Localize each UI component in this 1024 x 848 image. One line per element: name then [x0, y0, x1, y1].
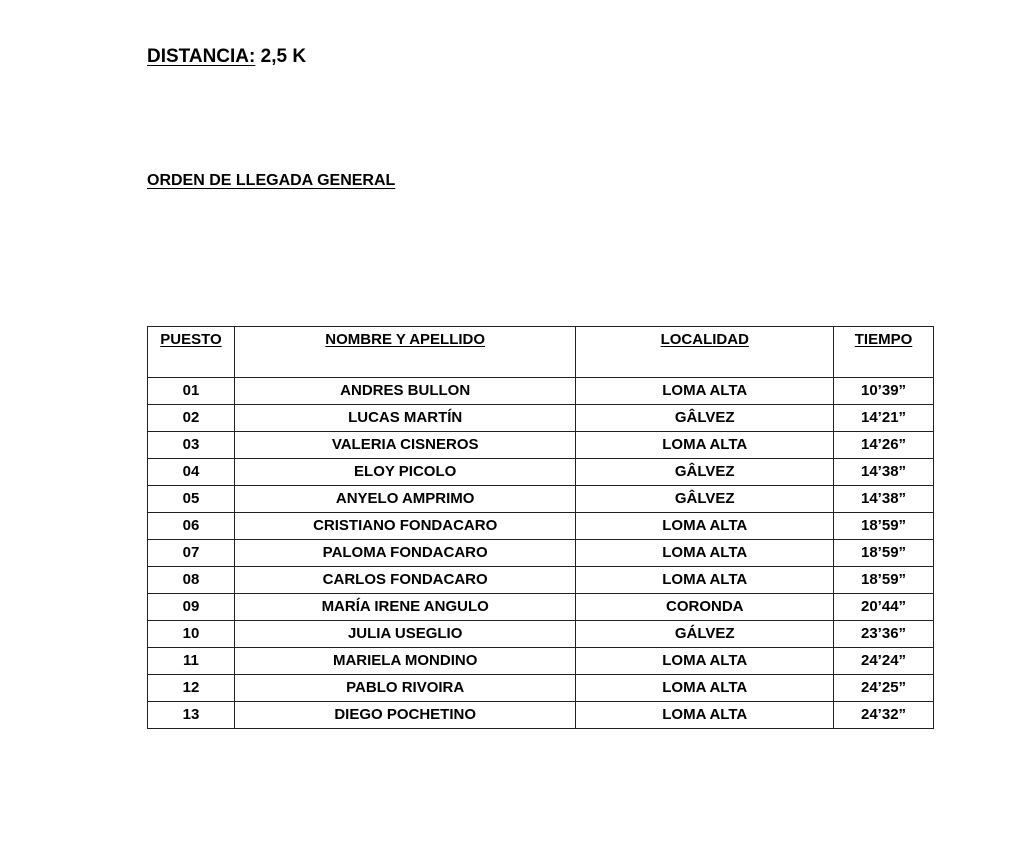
- distance-heading: [147, 46, 306, 68]
- cell-nombre: CRISTIANO FONDACARO: [234, 513, 575, 540]
- cell-puesto: 02: [148, 405, 235, 432]
- cell-puesto: 06: [148, 513, 235, 540]
- cell-tiempo: 24’32”: [834, 702, 934, 729]
- distance-value: 2,5 K: [260, 46, 307, 67]
- cell-localidad: LOMA ALTA: [576, 513, 834, 540]
- cell-tiempo: 14’21”: [834, 405, 934, 432]
- cell-nombre: ELOY PICOLO: [234, 459, 575, 486]
- table-row: [148, 648, 934, 675]
- cell-localidad: GÂLVEZ: [576, 486, 834, 513]
- cell-puesto: 08: [148, 567, 235, 594]
- table-row: [148, 594, 934, 621]
- cell-localidad: GÂLVEZ: [576, 459, 834, 486]
- cell-nombre: MARÍA IRENE ANGULO: [234, 594, 575, 621]
- cell-tiempo: 24’24”: [834, 648, 934, 675]
- cell-puesto: 09: [148, 594, 235, 621]
- cell-localidad: LOMA ALTA: [576, 378, 834, 405]
- cell-localidad: LOMA ALTA: [576, 540, 834, 567]
- cell-puesto: 11: [148, 648, 235, 675]
- cell-nombre: ANYELO AMPRIMO: [234, 486, 575, 513]
- cell-puesto: 12: [148, 675, 235, 702]
- cell-puesto: 04: [148, 459, 235, 486]
- cell-tiempo: 18’59”: [834, 513, 934, 540]
- cell-localidad: LOMA ALTA: [576, 648, 834, 675]
- cell-nombre: DIEGO POCHETINO: [234, 702, 575, 729]
- cell-tiempo: 14’38”: [834, 486, 934, 513]
- cell-nombre: JULIA USEGLIO: [234, 621, 575, 648]
- cell-tiempo: 18’59”: [834, 567, 934, 594]
- cell-nombre: PALOMA FONDACARO: [234, 540, 575, 567]
- cell-nombre: ANDRES BULLON: [234, 378, 575, 405]
- table-row: [148, 513, 934, 540]
- table-row: [148, 459, 934, 486]
- cell-localidad: LOMA ALTA: [576, 567, 834, 594]
- cell-nombre: LUCAS MARTÍN: [234, 405, 575, 432]
- cell-localidad: GÁLVEZ: [576, 621, 834, 648]
- cell-puesto: 13: [148, 702, 235, 729]
- table-row: [148, 621, 934, 648]
- cell-localidad: LOMA ALTA: [576, 432, 834, 459]
- cell-localidad: CORONDA: [576, 594, 834, 621]
- table-row: [148, 432, 934, 459]
- cell-nombre: VALERIA CISNEROS: [234, 432, 575, 459]
- header-localidad: LOCALIDAD: [660, 331, 749, 348]
- table-row: [148, 486, 934, 513]
- header-puesto: PUESTO: [160, 331, 222, 348]
- table-row: [148, 378, 934, 405]
- table-row: [148, 702, 934, 729]
- cell-tiempo: 14’38”: [834, 459, 934, 486]
- cell-puesto: 05: [148, 486, 235, 513]
- header-cell-localidad: [576, 327, 834, 378]
- header-nombre: NOMBRE Y APELLIDO: [325, 331, 486, 348]
- header-row: [148, 327, 934, 378]
- cell-localidad: LOMA ALTA: [576, 675, 834, 702]
- cell-nombre: CARLOS FONDACARO: [234, 567, 575, 594]
- header-cell-nombre: [234, 327, 575, 378]
- cell-tiempo: 23’36”: [834, 621, 934, 648]
- table-row: [148, 675, 934, 702]
- table-row: [148, 540, 934, 567]
- cell-tiempo: 14’26”: [834, 432, 934, 459]
- cell-tiempo: 10’39”: [834, 378, 934, 405]
- cell-localidad: LOMA ALTA: [576, 702, 834, 729]
- header-tiempo: TIEMPO: [854, 331, 913, 348]
- cell-nombre: MARIELA MONDINO: [234, 648, 575, 675]
- table-row: [148, 405, 934, 432]
- results-table: [147, 326, 934, 729]
- order-title: ORDEN DE LLEGADA GENERAL: [147, 172, 396, 189]
- cell-puesto: 07: [148, 540, 235, 567]
- cell-tiempo: 20’44”: [834, 594, 934, 621]
- distance-label: DISTANCIA:: [147, 46, 256, 67]
- results-table-header: [148, 327, 934, 378]
- cell-tiempo: 18’59”: [834, 540, 934, 567]
- cell-tiempo: 24’25”: [834, 675, 934, 702]
- cell-puesto: 03: [148, 432, 235, 459]
- cell-nombre: PABLO RIVOIRA: [234, 675, 575, 702]
- cell-localidad: GÂLVEZ: [576, 405, 834, 432]
- header-cell-puesto: [148, 327, 235, 378]
- header-cell-tiempo: [834, 327, 934, 378]
- results-table-body: [148, 378, 934, 729]
- cell-puesto: 01: [148, 378, 235, 405]
- cell-puesto: 10: [148, 621, 235, 648]
- table-row: [148, 567, 934, 594]
